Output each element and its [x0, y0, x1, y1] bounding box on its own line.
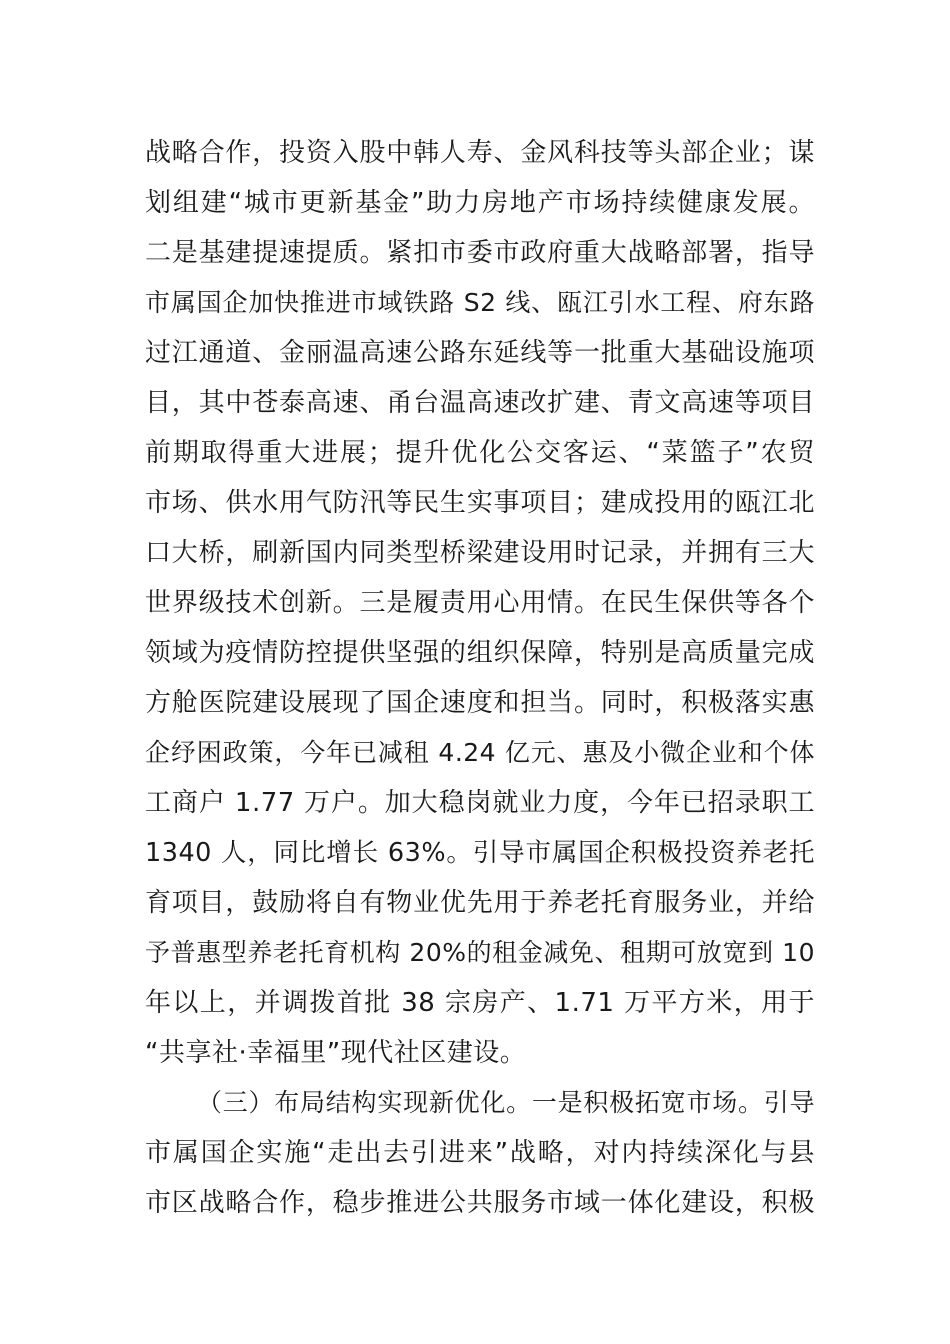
text-line: 市属国企实施“走出去引进来”战略，对内持续深化与县 — [145, 1138, 815, 1168]
text-line: 工商户 1.77 万户。加大稳岗就业力度，今年已招录职工 — [145, 788, 815, 818]
text-line: 方舱医院建设展现了国企速度和担当。同时，积极落实惠 — [145, 688, 815, 718]
text-line: 市属国企加快推进市域铁路 S2 线、瓯江引水工程、府东路 — [145, 288, 815, 317]
text-line: 前期取得重大进展；提升优化公交客运、“菜篮子”农贸 — [145, 438, 815, 468]
text-line: 年以上，并调拨首批 38 宗房产、1.71 万平方米，用于 — [145, 988, 815, 1018]
text-line: 战略合作，投资入股中韩人寿、金风科技等头部企业；谋 — [145, 138, 815, 168]
text-line: 1340 人，同比增长 63%。引导市属国企积极投资养老托 — [145, 838, 815, 868]
text-line: 市区战略合作，稳步推进公共服务市域一体化建设，积极 — [145, 1188, 815, 1218]
text-line: 企纾困政策，今年已减租 4.24 亿元、惠及小微企业和个体 — [145, 738, 815, 767]
text-line: 世界级技术创新。三是履责用心用情。在民生保供等各个 — [145, 588, 815, 618]
text-line: 予普惠型养老托育机构 20%的租金减免、租期可放宽到 10 — [145, 938, 815, 967]
section-heading-line: （三）布局结构实现新优化。一是积极拓宽市场。引导 — [197, 1088, 815, 1117]
text-line: 目，其中苍泰高速、甬台温高速改扩建、青文高速等项目 — [145, 388, 815, 418]
text-line: 口大桥，刷新国内同类型桥梁建设用时记录，并拥有三大 — [145, 538, 815, 568]
text-line: 育项目，鼓励将自有物业优先用于养老托育服务业，并给 — [145, 888, 815, 918]
text-line: 划组建“城市更新基金”助力房地产市场持续健康发展。 — [145, 188, 815, 218]
text-line: “共享社·幸福里”现代社区建设。 — [145, 1038, 527, 1068]
text-line: 市场、供水用气防汛等民生实事项目；建成投用的瓯江北 — [145, 488, 815, 518]
text-line: 二是基建提速提质。紧扣市委市政府重大战略部署，指导 — [145, 238, 815, 268]
text-line: 领域为疫情防控提供坚强的组织保障，特别是高质量完成 — [145, 638, 815, 668]
text-line: 过江通道、金丽温高速公路东延线等一批重大基础设施项 — [145, 338, 815, 368]
